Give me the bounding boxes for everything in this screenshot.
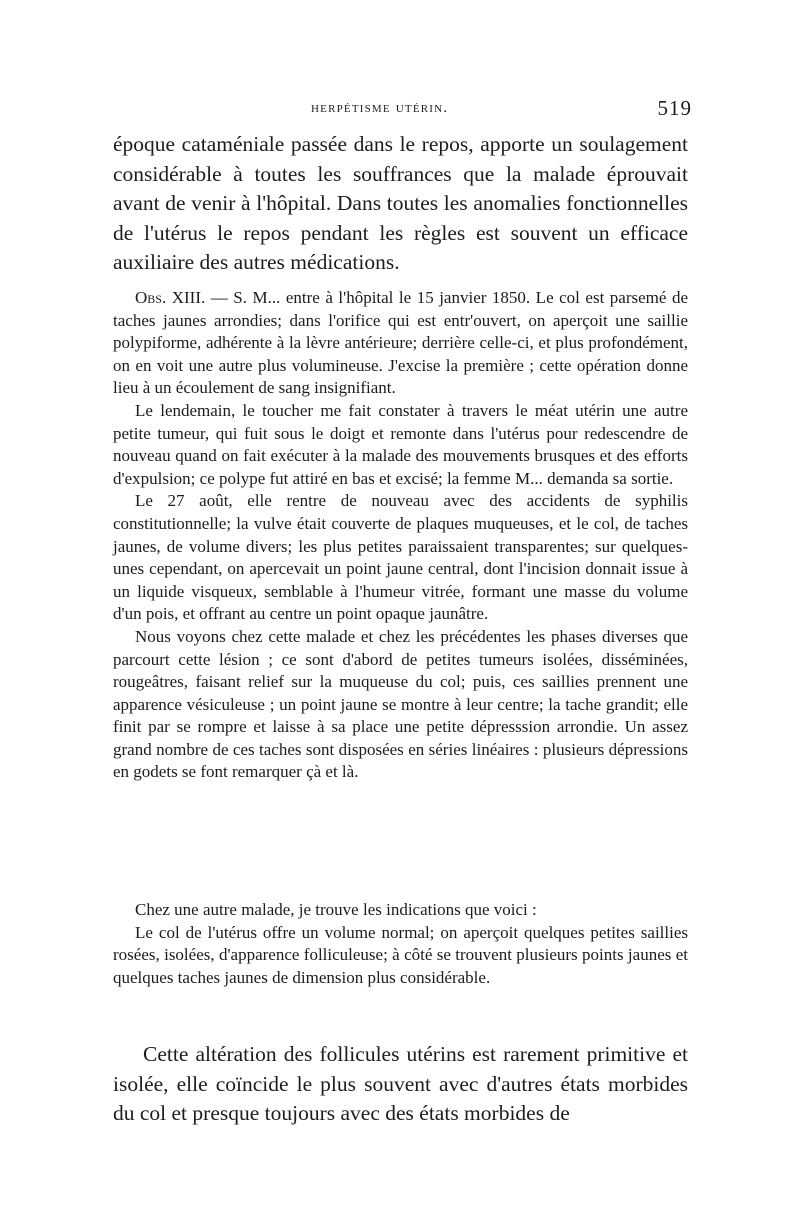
intro-paragraph <box>113 130 688 278</box>
observation-paragraph-2: Le lendemain, le toucher me fait constater à travers le méat utérin une autre petite tumeur, qui fuit sous le doigt et remonte dans l'utérus pour redescendre de nouveau quand on fait exécuter à la malade des mouvements brusques et des efforts d'expulsion; ce polype fut attiré en bas et excisé; la femme M... demanda sa sortie. <box>113 400 688 488</box>
observation-paragraph-3: Le 27 août, elle rentre de nouveau avec des accidents de syphilis constitutionnelle; la vulve était couverte de plaques muqueuses, et le col, de taches jaunes, de volume divers; les plus petites paraissaient transparentes; sur quelques-unes cependant, on apercevait un point jaune central, dont l'incision donnait issue à un liquide visqueux, semblable à l'humeur vitrée, formant une masse du volume d'un pois, et offrant au centre un point opaque jaunâtre. <box>113 491 688 624</box>
closing-paragraph-text: Cette altération des follicules utérins est rarement primitive et isolée, elle coïncide le plus souvent avec d'autres états morbides du col et presque toujours avec des états morbides de <box>113 1042 688 1125</box>
other-case-block <box>113 899 688 989</box>
observation-paragraph-1 <box>113 287 688 400</box>
intro-paragraph-text: époque cataméniale passée dans le repos, apporte un soulagement considérable à toutes les souffrances que la malade éprouvait avant de venir à l'hôpital. Dans toutes les anomalies fonctionnelles de l'utérus le repos pendant les règles est souvent un efficace auxiliaire des autres médications. <box>113 132 688 274</box>
closing-paragraph <box>113 1040 688 1129</box>
other-case-intro: Chez une autre malade, je trouve les indications que voici : <box>135 900 537 919</box>
other-case-text: Le col de l'utérus offre un volume normal; on aperçoit quelques petites saillies rosées, isolées, d'apparence folliculeuse; à côté se trouvent plusieurs points jaunes et quelques taches jaunes de dimension plus considérable. <box>113 922 688 987</box>
page-number: 519 <box>657 96 692 120</box>
running-title: herpétisme utérin. <box>311 100 449 116</box>
observation-paragraph-4: Nous voyons chez cette malade et chez les précédentes les phases diverses que parcourt cette lésion ; ce sont d'abord de petites tumeurs isolées, disséminées, rougeâtres, faisant relief sur la muqueuse du col; puis, ces saillies prennent une apparence vésiculeuse ; un point jaune se montre à leur centre; la tache grandit; elle finit par se rompre et laisse à sa place une petite dépresssion arrondie. Un assez grand nombre de ces taches sont disposées en séries linéaires : plusieurs dépressions en godets se font remarquer çà et là. <box>113 626 688 782</box>
observation-paragraph-1-text: — S. M... entre à l'hôpital le 15 janvier 1850. Le col est parsemé de taches jaunes arrondies; dans l'orifice qui est entr'ouvert, on aperçoit une saillie polypiforme, adhérente à la lèvre antérieure; derrière celle-ci, et plus profondément, on en voit une autre plus volumineuse. J'excise la première ; cette opération donne lieu à un écoulement de sang insignifiant. <box>113 288 688 398</box>
observation-block <box>113 287 688 784</box>
observation-label: Obs. XIII. <box>135 288 206 307</box>
page-header <box>113 96 692 124</box>
